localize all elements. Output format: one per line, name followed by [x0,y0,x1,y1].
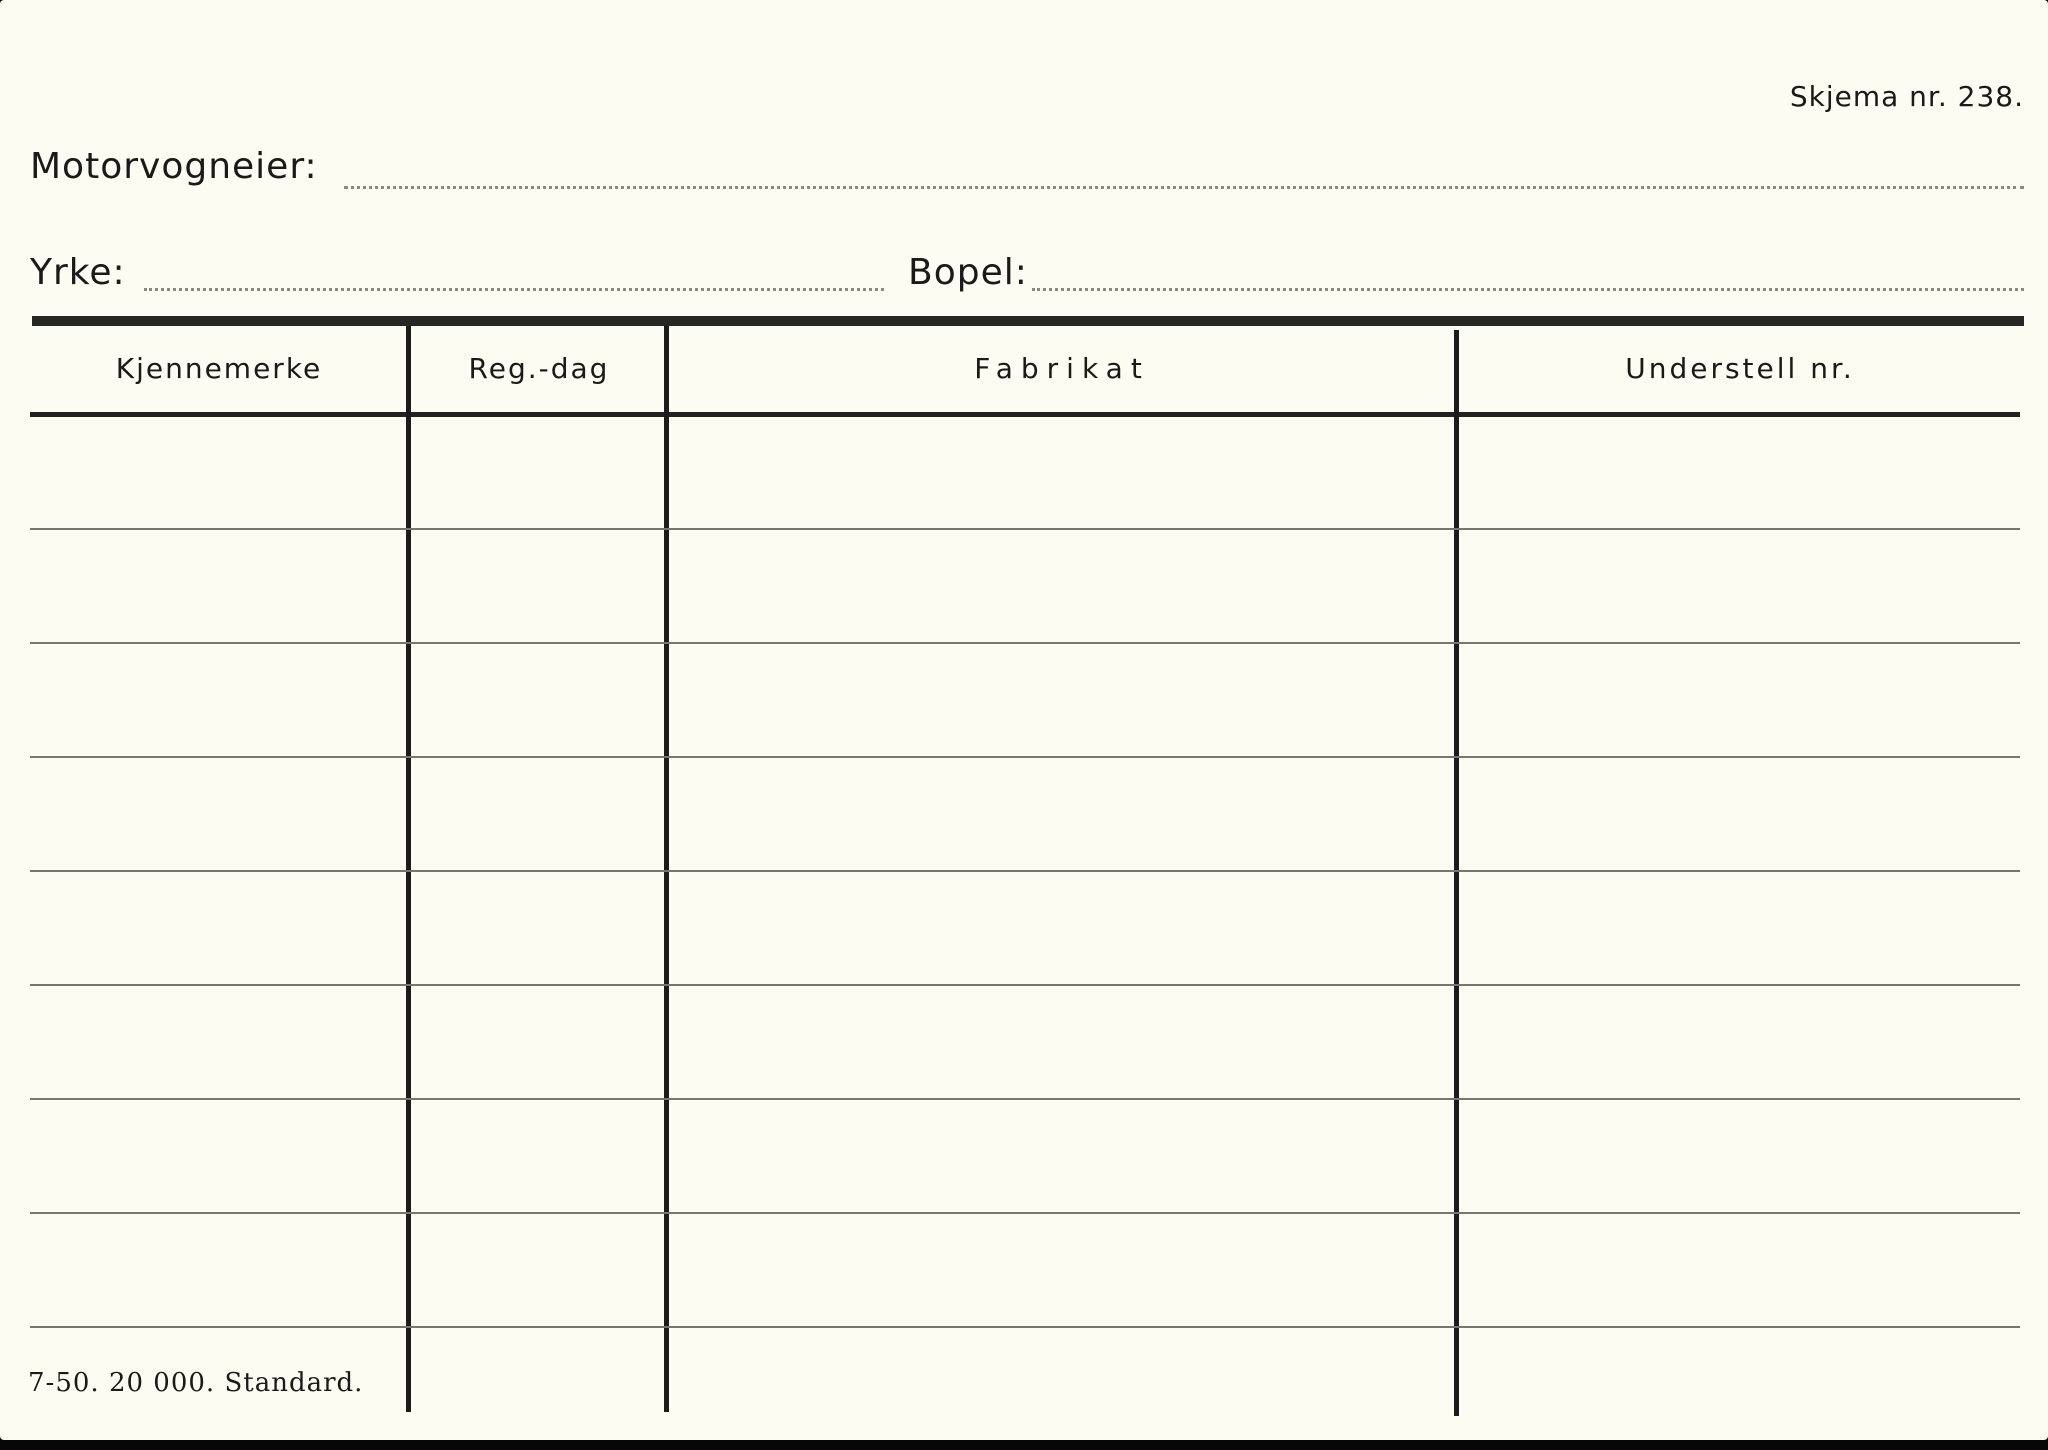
header-bottom-rule [30,412,2020,417]
row-line [30,1326,2020,1328]
residence-label: Bopel: [908,252,1028,293]
column-header-understell-nr: Understell nr. [1625,352,1855,385]
row-line [30,642,2020,644]
row-line [30,984,2020,986]
row-line [30,1098,2020,1100]
form-number: Skjema nr. 238. [1789,80,2024,113]
column-divider-3 [1454,330,1459,1416]
column-divider-1 [406,326,411,1412]
row-line [30,1212,2020,1214]
print-info: 7-50. 20 000. Standard. [28,1368,364,1398]
column-header-fabrikat: Fabrikat [974,352,1150,385]
row-line [30,756,2020,758]
owner-label: Motorvogneier: [30,146,318,187]
column-header-kjennemerke: Kjennemerke [115,352,323,385]
residence-field[interactable] [1032,288,2024,291]
occupation-field[interactable] [144,288,884,291]
row-line [30,528,2020,530]
column-divider-2 [664,326,669,1412]
column-header-reg-dag: Reg.-dag [468,352,610,385]
header-top-rule [32,316,2024,326]
occupation-label: Yrke: [30,252,126,293]
owner-field[interactable] [344,186,2024,189]
row-line [30,870,2020,872]
